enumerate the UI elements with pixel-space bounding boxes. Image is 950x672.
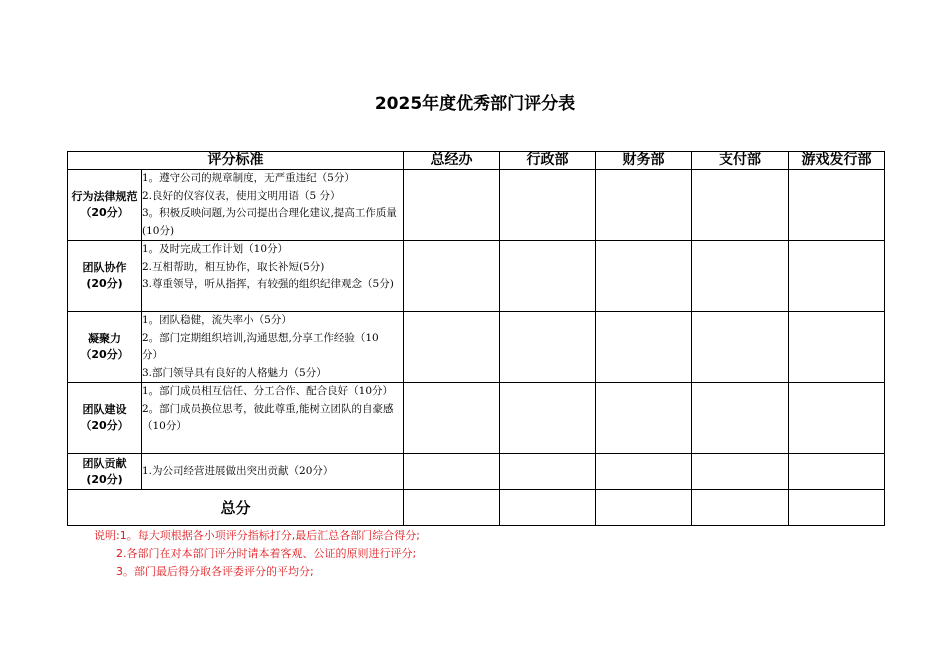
table-row <box>68 454 885 490</box>
header-general-office: 总经办 <box>404 152 500 170</box>
total-label: 总分 <box>68 490 404 526</box>
score-cell-game-publishing-dept[interactable] <box>789 454 885 490</box>
score-cell-payment-dept[interactable] <box>692 383 789 454</box>
score-cell-game-publishing-dept[interactable] <box>789 170 885 241</box>
category-points: (20分) <box>86 472 123 486</box>
notes-section <box>94 527 420 581</box>
criteria-cell: 1。团队稳健，流失率小（5分） 2。部门定期组织培训,沟通思想,分享工作经验（10 分） 3.部门领导具有良好的人格魅力（5分） <box>142 312 404 383</box>
score-cell-finance-dept[interactable] <box>596 454 692 490</box>
criteria-cell: 1。部门成员相互信任、分工合作、配合良好（10分） 2。部门成员换位思考，彼此尊重,能树立团队的自豪感（10分） <box>142 383 404 454</box>
score-cell-finance-dept[interactable] <box>596 170 692 241</box>
category-cell <box>68 241 142 312</box>
score-cell-game-publishing-dept[interactable] <box>789 312 885 383</box>
table-row <box>68 241 885 312</box>
category-name: 团队协作 <box>82 261 127 274</box>
category-name: 凝聚力 <box>88 332 121 345</box>
category-name: 行为法律规范 <box>71 190 138 203</box>
score-cell-admin-dept[interactable] <box>500 312 596 383</box>
score-cell-payment-dept[interactable] <box>692 241 789 312</box>
scoring-table <box>67 151 885 526</box>
score-cell-admin-dept[interactable] <box>500 170 596 241</box>
score-cell-finance-dept[interactable] <box>596 312 692 383</box>
total-cell-general-office[interactable] <box>404 490 500 526</box>
header-admin-dept: 行政部 <box>500 152 596 170</box>
category-cell <box>68 454 142 490</box>
criteria-cell: 1。遵守公司的规章制度，无严重违纪（5分） 2.良好的仪容仪表，使用文明用语（5 分） 3。积极反映问题,为公司提出合理化建议,提高工作质量(10分) <box>142 170 404 241</box>
total-cell-payment-dept[interactable] <box>692 490 789 526</box>
header-finance-dept: 财务部 <box>596 152 692 170</box>
score-cell-finance-dept[interactable] <box>596 383 692 454</box>
category-cell <box>68 383 142 454</box>
score-cell-admin-dept[interactable] <box>500 454 596 490</box>
category-name: 团队建设 <box>82 403 127 416</box>
score-cell-admin-dept[interactable] <box>500 241 596 312</box>
category-points: （20分） <box>80 206 129 219</box>
header-criteria: 评分标准 <box>68 152 404 170</box>
table-row <box>68 170 885 241</box>
note-line-2: 2.各部门在对本部门评分时请本着客观、公证的原则进行评分; <box>116 547 417 560</box>
category-cell <box>68 312 142 383</box>
table-row <box>68 383 885 454</box>
score-cell-admin-dept[interactable] <box>500 383 596 454</box>
score-cell-payment-dept[interactable] <box>692 170 789 241</box>
category-points: (20分) <box>86 277 123 290</box>
criteria-cell: 1.为公司经营进展做出突出贡献（20分） <box>142 454 404 490</box>
note-line-3: 3。部门最后得分取各评委评分的平均分; <box>116 565 314 578</box>
category-cell <box>68 170 142 241</box>
score-cell-general-office[interactable] <box>404 241 500 312</box>
score-cell-general-office[interactable] <box>404 454 500 490</box>
category-points: （20分） <box>80 419 129 432</box>
total-cell-finance-dept[interactable] <box>596 490 692 526</box>
score-cell-general-office[interactable] <box>404 170 500 241</box>
page-title: 2025年度优秀部门评分表 <box>374 94 576 114</box>
table-row <box>68 312 885 383</box>
score-cell-general-office[interactable] <box>404 383 500 454</box>
header-row <box>68 152 885 170</box>
header-game-publishing-dept: 游戏发行部 <box>789 152 885 170</box>
score-cell-game-publishing-dept[interactable] <box>789 383 885 454</box>
category-name: 团队贡献 <box>82 456 127 470</box>
score-cell-general-office[interactable] <box>404 312 500 383</box>
score-cell-payment-dept[interactable] <box>692 312 789 383</box>
total-cell-admin-dept[interactable] <box>500 490 596 526</box>
total-row <box>68 490 885 526</box>
score-cell-payment-dept[interactable] <box>692 454 789 490</box>
note-line-1: 说明:1。每大项根据各小项评分指标打分,最后汇总各部门综合得分; <box>94 529 420 542</box>
header-payment-dept: 支付部 <box>692 152 789 170</box>
total-cell-game-publishing-dept[interactable] <box>789 490 885 526</box>
score-cell-finance-dept[interactable] <box>596 241 692 312</box>
criteria-cell: 1。及时完成工作计划（10分） 2.互相帮助，相互协作，取长补短(5分) 3.尊重领导，听从指挥，有较强的组织纪律观念（5分) <box>142 241 404 312</box>
score-cell-game-publishing-dept[interactable] <box>789 241 885 312</box>
category-points: （20分） <box>80 348 129 361</box>
